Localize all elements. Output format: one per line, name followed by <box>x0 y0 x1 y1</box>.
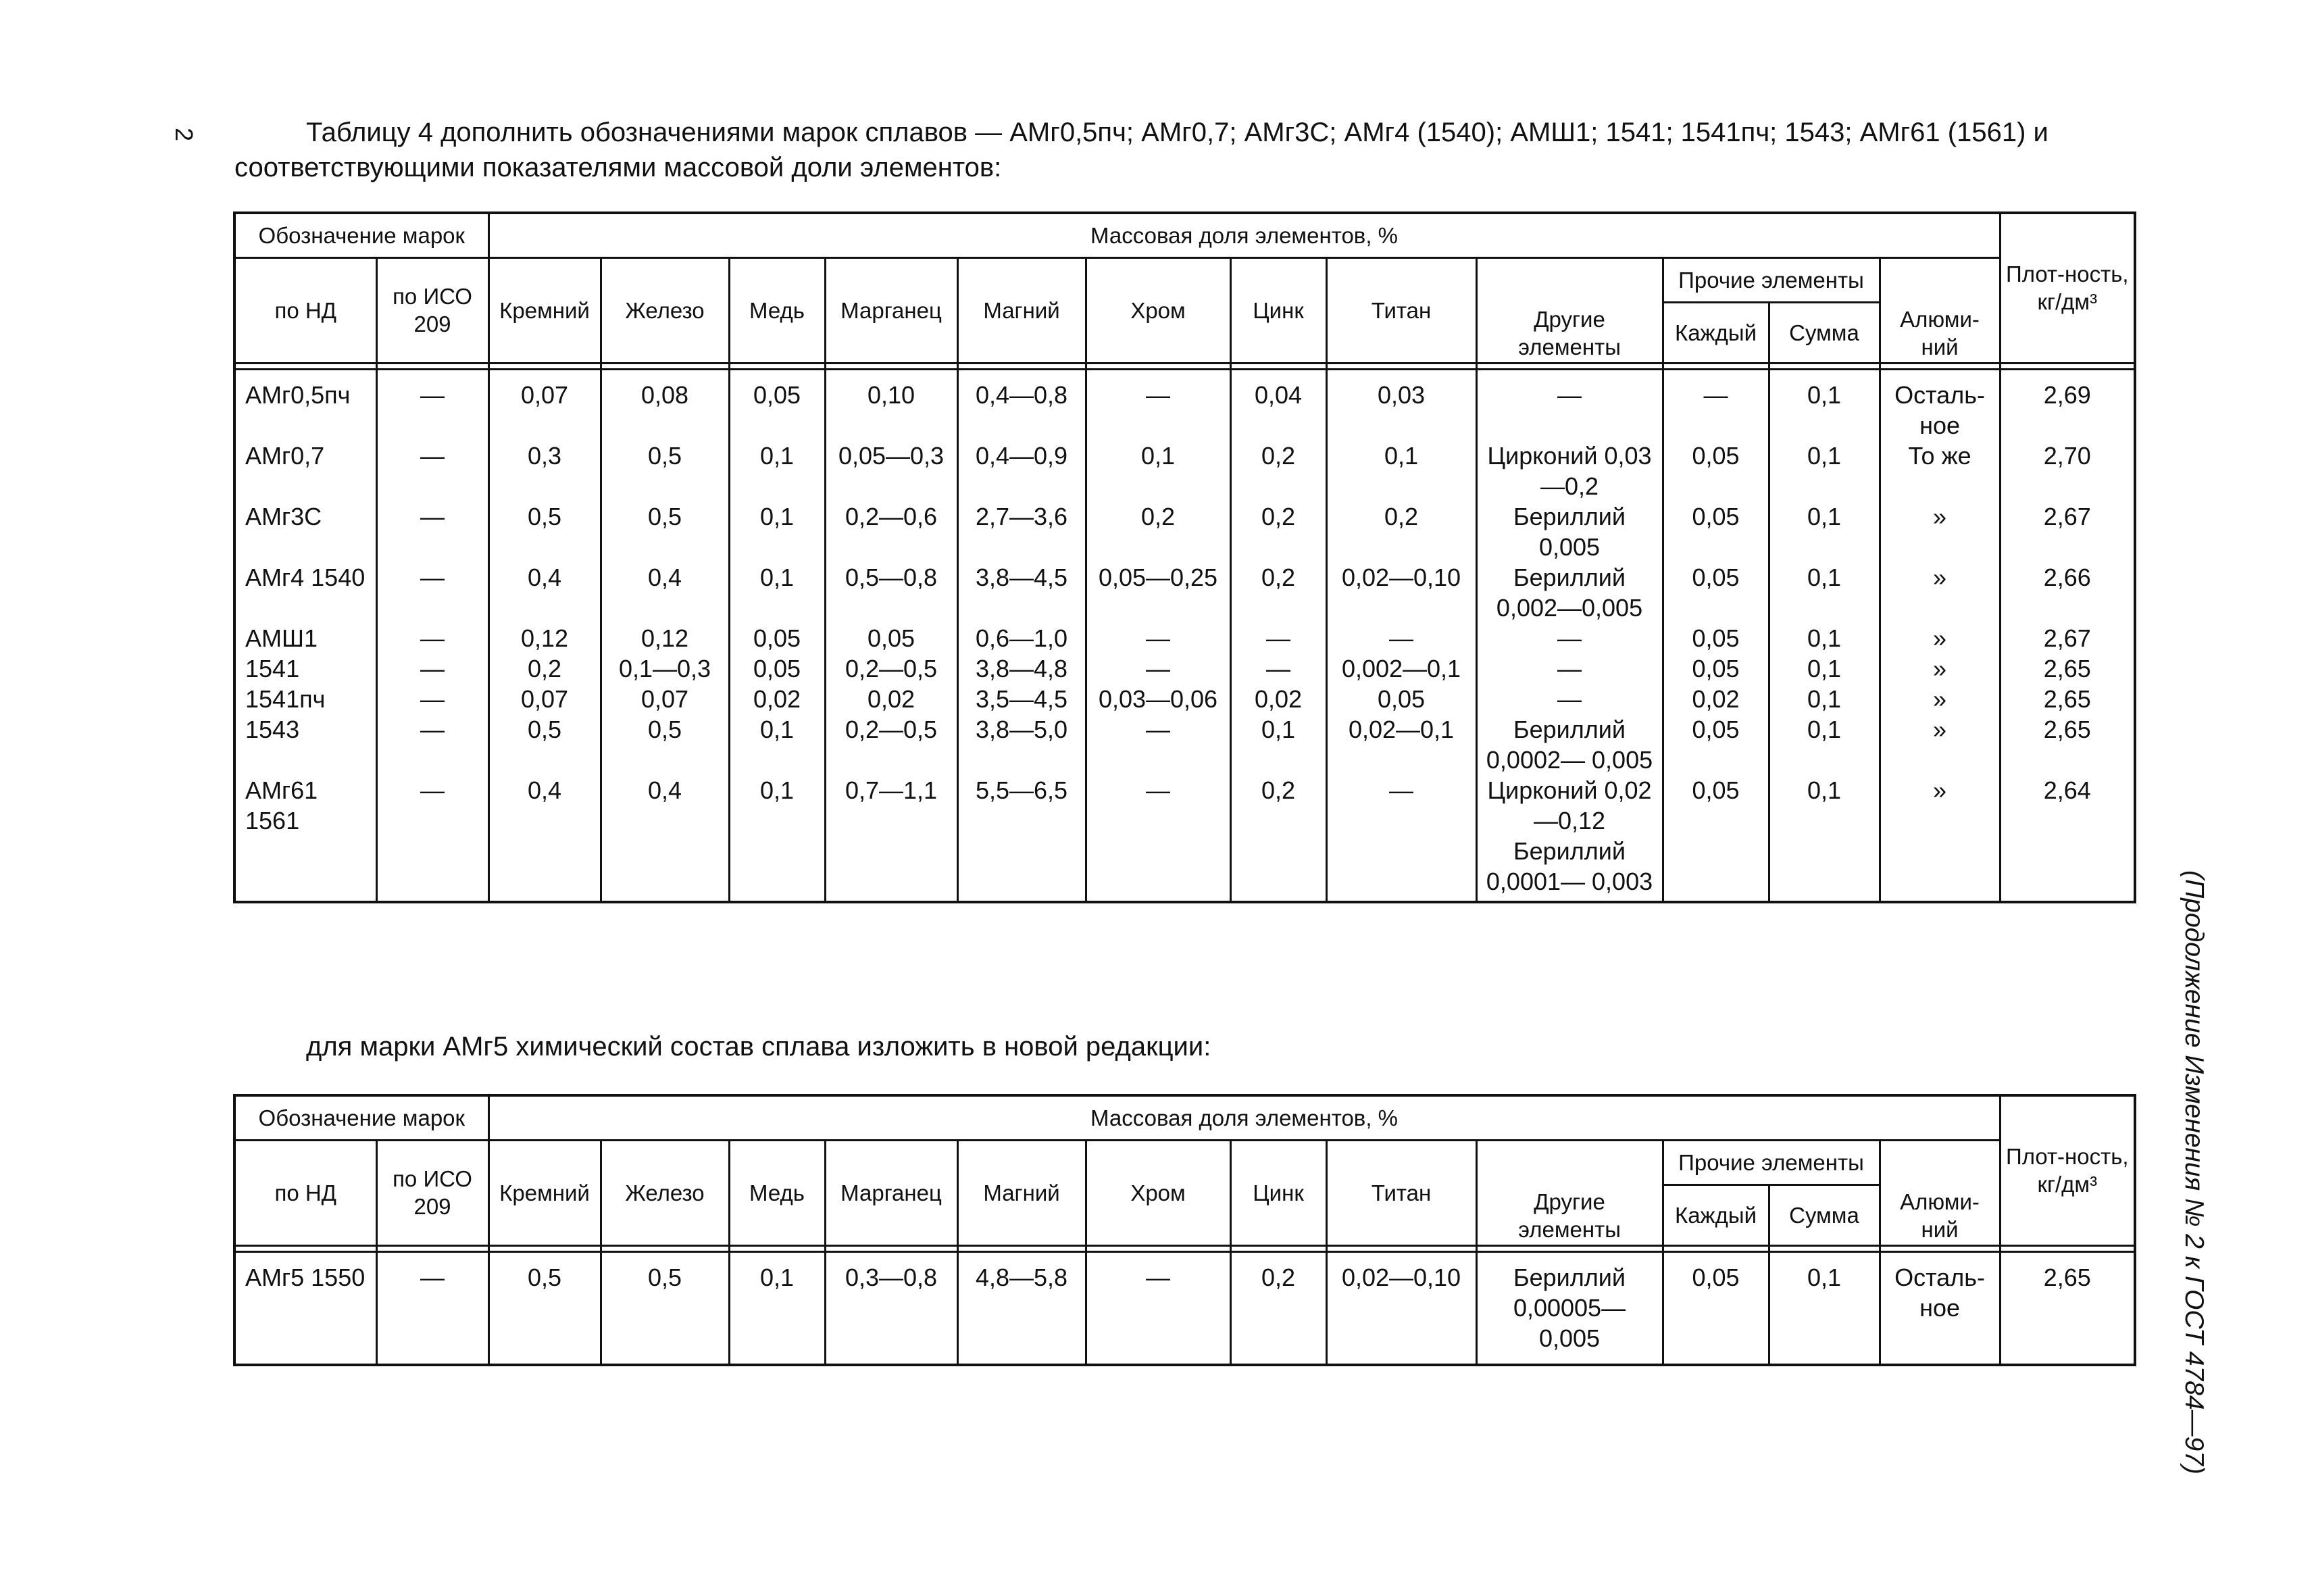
cell-cu: 0,1 <box>729 562 825 623</box>
cell-zn: 0,04 <box>1230 369 1326 441</box>
cell-other: Бериллий 0,002—0,005 <box>1476 562 1663 623</box>
cell-ti: — <box>1326 775 1476 902</box>
cell-mg: 0,6—1,0 <box>957 623 1086 653</box>
table-row <box>234 684 2135 714</box>
cell-nd: 1543 <box>234 714 376 775</box>
cell-each: 0,05 <box>1663 653 1769 684</box>
header-iso: по ИСО 209 <box>376 1140 488 1245</box>
composition-table-amg5 <box>233 1094 2136 1366</box>
cell-ti: 0,002—0,1 <box>1326 653 1476 684</box>
cell-fe: 0,1—0,3 <box>601 653 729 684</box>
cell-fe: 0,12 <box>601 623 729 653</box>
cell-al: » <box>1880 653 2000 684</box>
header-other-group: Прочие элементы <box>1663 1140 1880 1184</box>
cell-cr: — <box>1086 1251 1230 1365</box>
cell-cu: 0,1 <box>729 1251 825 1365</box>
cell-ti: 0,03 <box>1326 369 1476 441</box>
header-mass-fraction: Массовая доля элементов, % <box>488 1095 2000 1140</box>
header-zn: Цинк <box>1230 257 1326 363</box>
cell-sum: 0,1 <box>1769 684 1880 714</box>
header-sum: Сумма <box>1769 302 1880 363</box>
table-row <box>234 562 2135 623</box>
cell-each: 0,05 <box>1663 623 1769 653</box>
cell-other: — <box>1476 623 1663 653</box>
cell-density: 2,67 <box>2000 501 2135 562</box>
cell-other: — <box>1476 369 1663 441</box>
cell-other: Бериллий 0,005 <box>1476 501 1663 562</box>
cell-density: 2,67 <box>2000 623 2135 653</box>
header-density: Плот-ность, кг/дм³ <box>2000 1095 2135 1245</box>
cell-si: 0,5 <box>488 1251 601 1365</box>
cell-al: » <box>1880 562 2000 623</box>
cell-cr: 0,03—0,06 <box>1086 684 1230 714</box>
header-mass-fraction: Массовая доля элементов, % <box>488 213 2000 257</box>
cell-each: 0,02 <box>1663 684 1769 714</box>
cell-mn: 0,05—0,3 <box>825 441 957 501</box>
continuation-note: (Продолжение Изменения № 2 к ГОСТ 4784—97) <box>2180 870 2209 1474</box>
cell-nd: АМг0,7 <box>234 441 376 501</box>
cell-mn: 0,2—0,6 <box>825 501 957 562</box>
table-row <box>234 1251 2135 1365</box>
cell-zn: 0,2 <box>1230 501 1326 562</box>
cell-density: 2,65 <box>2000 1251 2135 1365</box>
cell-mn: 0,3—0,8 <box>825 1251 957 1365</box>
cell-sum: 0,1 <box>1769 562 1880 623</box>
cell-cr: — <box>1086 623 1230 653</box>
header-nd: по НД <box>234 257 376 363</box>
cell-iso: — <box>376 653 488 684</box>
cell-mn: 0,05 <box>825 623 957 653</box>
cell-mn: 0,5—0,8 <box>825 562 957 623</box>
cell-al: » <box>1880 501 2000 562</box>
header-ti: Титан <box>1326 1140 1476 1245</box>
header-cr: Хром <box>1086 257 1230 363</box>
cell-si: 0,4 <box>488 562 601 623</box>
cell-si: 0,12 <box>488 623 601 653</box>
cell-cu: 0,1 <box>729 441 825 501</box>
header-zn: Цинк <box>1230 1140 1326 1245</box>
cell-fe: 0,5 <box>601 1251 729 1365</box>
cell-other: Бериллий 0,0002— 0,005 <box>1476 714 1663 775</box>
cell-iso: — <box>376 1251 488 1365</box>
cell-sum: 0,1 <box>1769 441 1880 501</box>
cell-fe: 0,07 <box>601 684 729 714</box>
cell-fe: 0,4 <box>601 562 729 623</box>
cell-mg: 3,8—4,8 <box>957 653 1086 684</box>
cell-si: 0,07 <box>488 369 601 441</box>
cell-cu: 0,05 <box>729 623 825 653</box>
cell-density: 2,69 <box>2000 369 2135 441</box>
cell-other: Бериллий 0,00005— 0,005 <box>1476 1251 1663 1365</box>
table-row <box>234 623 2135 653</box>
cell-nd: 1541 <box>234 653 376 684</box>
cell-cr: 0,2 <box>1086 501 1230 562</box>
header-si: Кремний <box>488 1140 601 1245</box>
cell-iso: — <box>376 623 488 653</box>
cell-mn: 0,02 <box>825 684 957 714</box>
cell-fe: 0,4 <box>601 775 729 902</box>
cell-zn: 0,02 <box>1230 684 1326 714</box>
cell-cr: — <box>1086 775 1230 902</box>
cell-sum: 0,1 <box>1769 369 1880 441</box>
cell-ti: 0,2 <box>1326 501 1476 562</box>
cell-si: 0,3 <box>488 441 601 501</box>
cell-si: 0,2 <box>488 653 601 684</box>
cell-each: 0,05 <box>1663 562 1769 623</box>
header-each: Каждый <box>1663 302 1769 363</box>
header-fe: Железо <box>601 257 729 363</box>
cell-al: » <box>1880 775 2000 902</box>
cell-ti: 0,02—0,1 <box>1326 714 1476 775</box>
cell-each: 0,05 <box>1663 501 1769 562</box>
header-density: Плот-ность, кг/дм³ <box>2000 213 2135 363</box>
cell-zn: — <box>1230 623 1326 653</box>
cell-iso: — <box>376 684 488 714</box>
header-nd: по НД <box>234 1140 376 1245</box>
cell-mn: 0,7—1,1 <box>825 775 957 902</box>
cell-sum: 0,1 <box>1769 501 1880 562</box>
cell-mn: 0,10 <box>825 369 957 441</box>
cell-other: — <box>1476 684 1663 714</box>
cell-iso: — <box>376 562 488 623</box>
cell-ti: 0,05 <box>1326 684 1476 714</box>
cell-mg: 0,4—0,9 <box>957 441 1086 501</box>
cell-fe: 0,5 <box>601 714 729 775</box>
cell-nd: АМг4 1540 <box>234 562 376 623</box>
header-other-group: Прочие элементы <box>1663 257 1880 302</box>
intro-paragraph <box>234 115 2140 185</box>
amg5-caption: для марки АМг5 химический состав сплава изложить в новой редакции: <box>306 1032 1211 1062</box>
cell-each: 0,05 <box>1663 1251 1769 1365</box>
cell-fe: 0,5 <box>601 441 729 501</box>
cell-cr: 0,1 <box>1086 441 1230 501</box>
cell-cu: 0,1 <box>729 714 825 775</box>
header-designation: Обозначение марок <box>234 1095 488 1140</box>
cell-zn: 0,2 <box>1230 441 1326 501</box>
cell-mg: 3,5—4,5 <box>957 684 1086 714</box>
cell-si: 0,07 <box>488 684 601 714</box>
header-other: Другие элементы <box>1476 257 1663 363</box>
cell-nd: АМШ1 <box>234 623 376 653</box>
page-number: 2 <box>170 127 199 142</box>
cell-sum: 0,1 <box>1769 775 1880 902</box>
cell-al: То же <box>1880 441 2000 501</box>
cell-mg: 3,8—5,0 <box>957 714 1086 775</box>
header-al: Алюми-ний <box>1880 257 2000 363</box>
cell-cr: — <box>1086 714 1230 775</box>
table-row <box>234 441 2135 501</box>
intro-line-2: соответствующими показателями массовой доли элементов: <box>234 153 1002 182</box>
cell-mn: 0,2—0,5 <box>825 714 957 775</box>
table-row <box>234 501 2135 562</box>
cell-cr: 0,05—0,25 <box>1086 562 1230 623</box>
cell-ti: 0,1 <box>1326 441 1476 501</box>
cell-si: 0,5 <box>488 501 601 562</box>
cell-nd: АМг0,5пч <box>234 369 376 441</box>
cell-fe: 0,08 <box>601 369 729 441</box>
cell-cu: 0,05 <box>729 653 825 684</box>
cell-al: » <box>1880 714 2000 775</box>
cell-each: 0,05 <box>1663 441 1769 501</box>
cell-al: Осталь-ное <box>1880 369 2000 441</box>
cell-iso: — <box>376 775 488 902</box>
cell-iso: — <box>376 714 488 775</box>
cell-density: 2,65 <box>2000 684 2135 714</box>
header-mn: Марганец <box>825 257 957 363</box>
cell-other: Цирконий 0,02—0,12 Бериллий 0,0001— 0,003 <box>1476 775 1663 902</box>
cell-al: » <box>1880 623 2000 653</box>
cell-mn: 0,2—0,5 <box>825 653 957 684</box>
cell-density: 2,65 <box>2000 714 2135 775</box>
cell-sum: 0,1 <box>1769 623 1880 653</box>
table1-body <box>234 369 2135 902</box>
cell-sum: 0,1 <box>1769 653 1880 684</box>
cell-zn: 0,1 <box>1230 714 1326 775</box>
header-cu: Медь <box>729 1140 825 1245</box>
header-each: Каждый <box>1663 1184 1769 1245</box>
header-iso: по ИСО 209 <box>376 257 488 363</box>
cell-al: » <box>1880 684 2000 714</box>
header-fe: Железо <box>601 1140 729 1245</box>
cell-fe: 0,5 <box>601 501 729 562</box>
cell-mg: 2,7—3,6 <box>957 501 1086 562</box>
cell-zn: — <box>1230 653 1326 684</box>
header-al: Алюми-ний <box>1880 1140 2000 1245</box>
cell-nd: АМг61 1561 <box>234 775 376 902</box>
table-row <box>234 775 2135 902</box>
composition-table-additions <box>233 211 2136 903</box>
cell-ti: 0,02—0,10 <box>1326 1251 1476 1365</box>
cell-si: 0,4 <box>488 775 601 902</box>
cell-each: 0,05 <box>1663 775 1769 902</box>
cell-iso: — <box>376 441 488 501</box>
cell-cu: 0,1 <box>729 775 825 902</box>
cell-cr: — <box>1086 653 1230 684</box>
intro-line-1: Таблицу 4 дополнить обозначениями марок сплавов — АМг0,5пч; АМг0,7; АМг3С; АМг4 (1540); АМШ1; 1541; 1541пч; 1543; АМг61 (1561) и <box>306 118 2048 147</box>
table-row <box>234 369 2135 441</box>
cell-cu: 0,02 <box>729 684 825 714</box>
cell-ti: 0,02—0,10 <box>1326 562 1476 623</box>
cell-iso: — <box>376 369 488 441</box>
cell-si: 0,5 <box>488 714 601 775</box>
header-other: Другие элементы <box>1476 1140 1663 1245</box>
header-designation: Обозначение марок <box>234 213 488 257</box>
cell-ti: — <box>1326 623 1476 653</box>
cell-cu: 0,1 <box>729 501 825 562</box>
cell-sum: 0,1 <box>1769 1251 1880 1365</box>
header-si: Кремний <box>488 257 601 363</box>
table-row <box>234 714 2135 775</box>
cell-each: 0,05 <box>1663 714 1769 775</box>
cell-other: — <box>1476 653 1663 684</box>
cell-density: 2,66 <box>2000 562 2135 623</box>
table-row <box>234 653 2135 684</box>
cell-nd: АМг5 1550 <box>234 1251 376 1365</box>
cell-other: Цирконий 0,03—0,2 <box>1476 441 1663 501</box>
cell-mg: 5,5—6,5 <box>957 775 1086 902</box>
cell-al: Осталь-ное <box>1880 1251 2000 1365</box>
cell-density: 2,65 <box>2000 653 2135 684</box>
cell-density: 2,64 <box>2000 775 2135 902</box>
cell-zn: 0,2 <box>1230 775 1326 902</box>
cell-sum: 0,1 <box>1769 714 1880 775</box>
cell-cu: 0,05 <box>729 369 825 441</box>
header-ti: Титан <box>1326 257 1476 363</box>
cell-zn: 0,2 <box>1230 562 1326 623</box>
header-cr: Хром <box>1086 1140 1230 1245</box>
cell-mg: 0,4—0,8 <box>957 369 1086 441</box>
cell-zn: 0,2 <box>1230 1251 1326 1365</box>
cell-mg: 4,8—5,8 <box>957 1251 1086 1365</box>
cell-nd: АМг3С <box>234 501 376 562</box>
cell-iso: — <box>376 501 488 562</box>
header-mg: Магний <box>957 1140 1086 1245</box>
cell-mg: 3,8—4,5 <box>957 562 1086 623</box>
cell-cr: — <box>1086 369 1230 441</box>
header-cu: Медь <box>729 257 825 363</box>
cell-density: 2,70 <box>2000 441 2135 501</box>
header-sum: Сумма <box>1769 1184 1880 1245</box>
table2-body <box>234 1251 2135 1365</box>
header-mn: Марганец <box>825 1140 957 1245</box>
header-mg: Магний <box>957 257 1086 363</box>
cell-nd: 1541пч <box>234 684 376 714</box>
cell-each: — <box>1663 369 1769 441</box>
